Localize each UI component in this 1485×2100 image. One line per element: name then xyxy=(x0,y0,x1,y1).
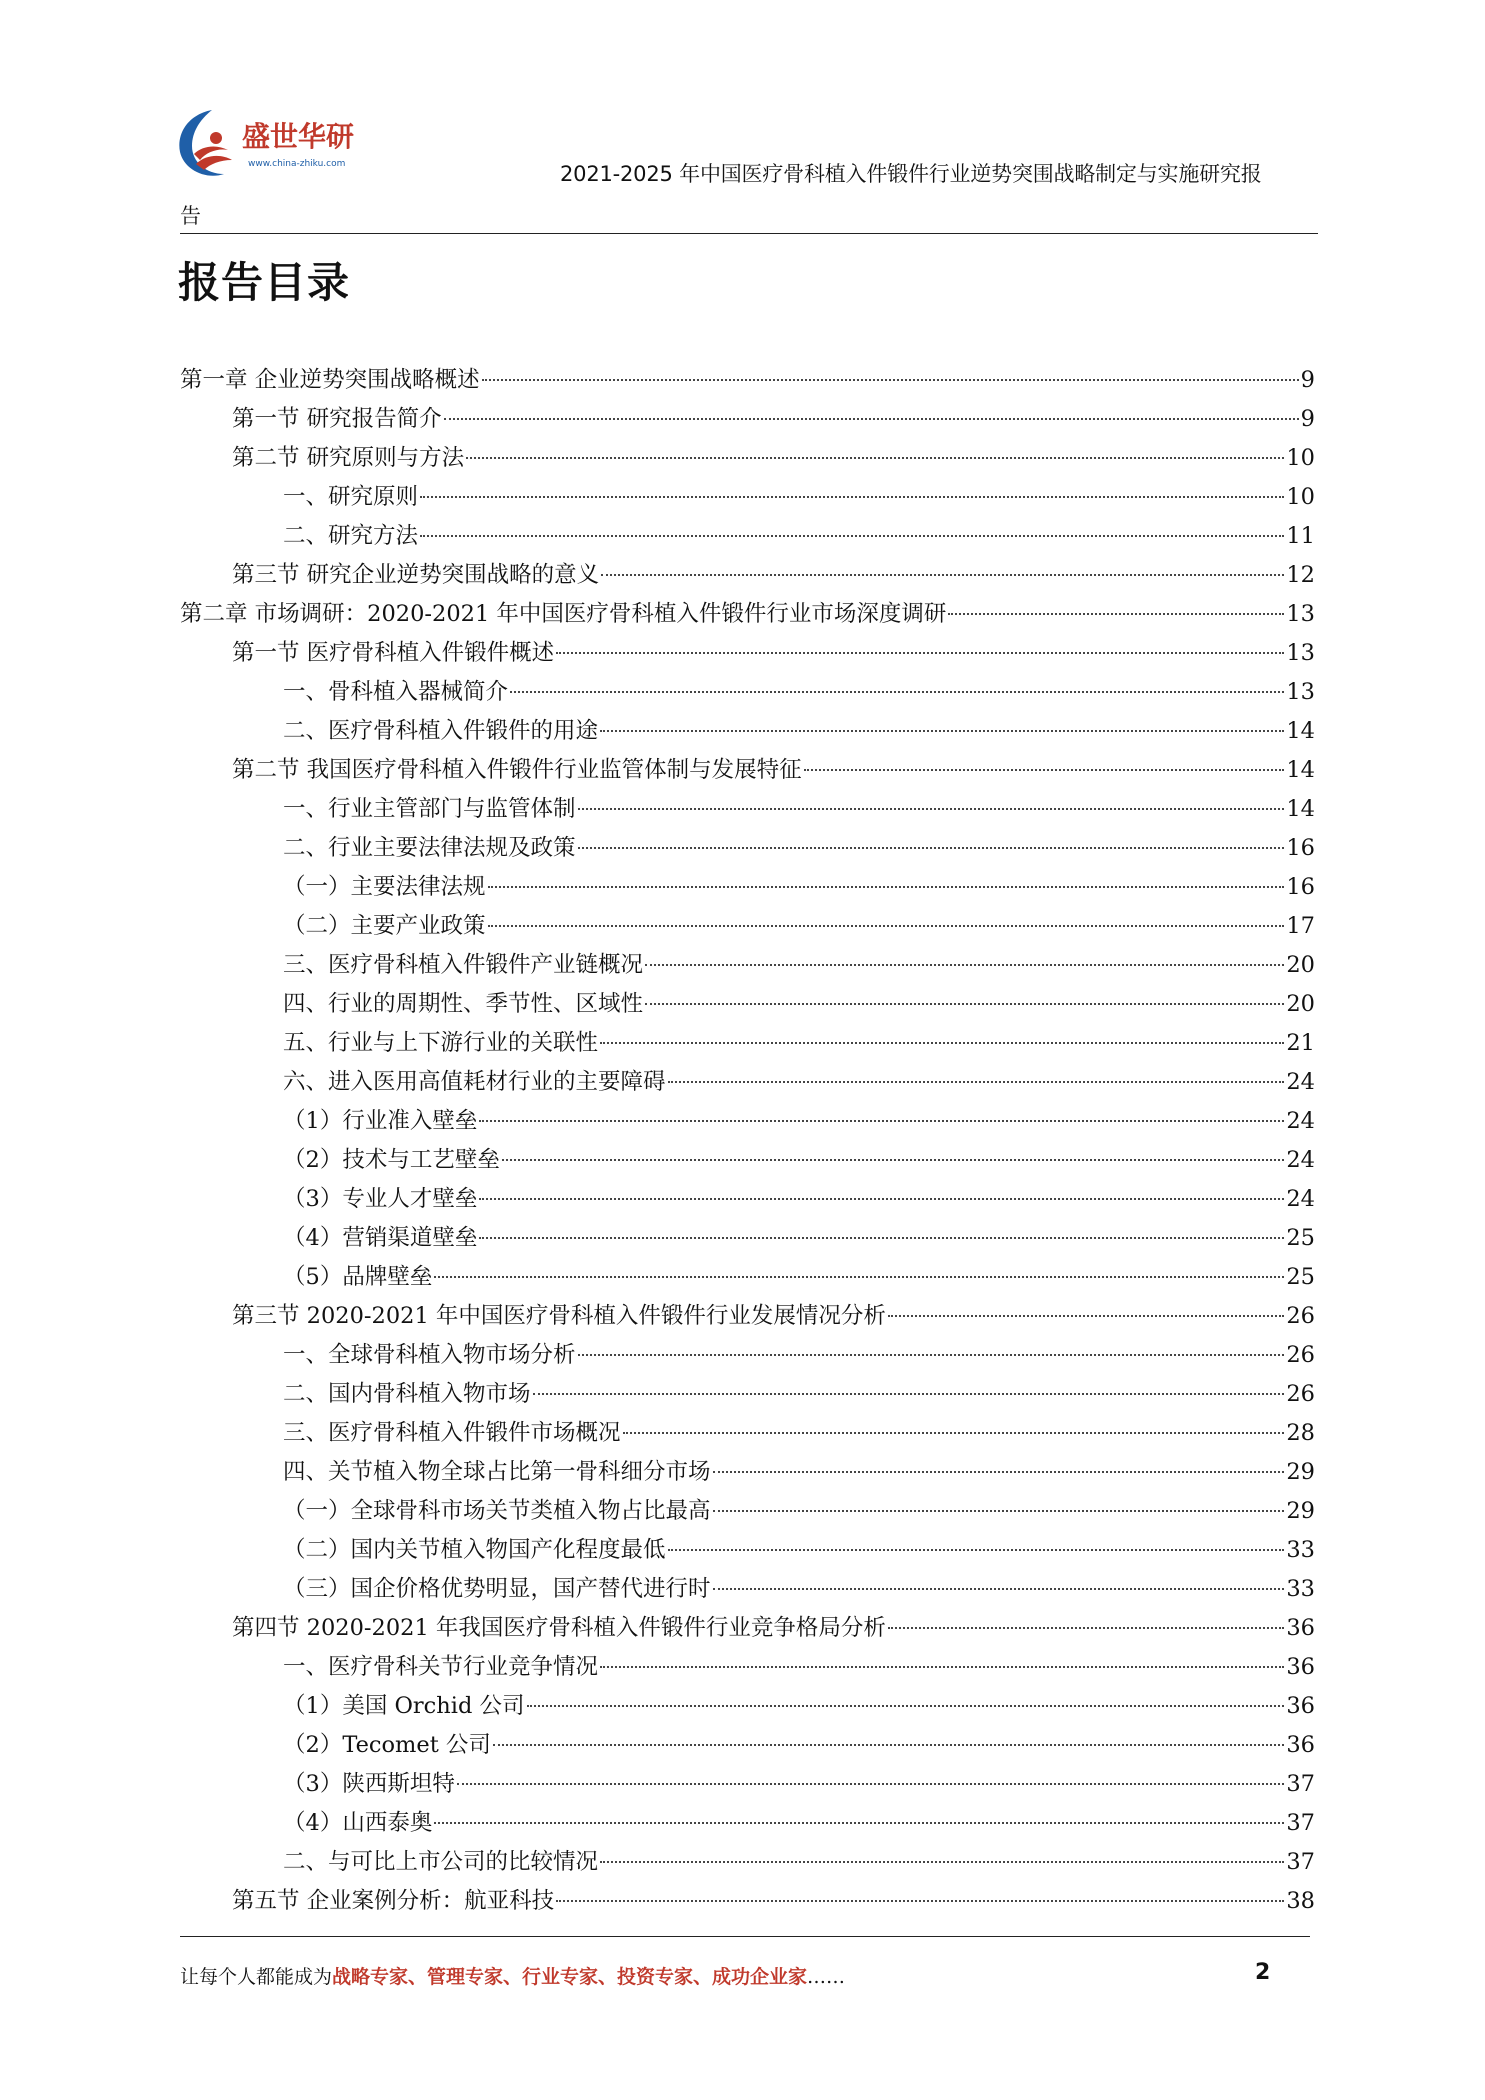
toc-entry[interactable] xyxy=(283,1492,1315,1531)
toc-entry-page: 20 xyxy=(1286,952,1315,978)
toc-heading: 报告目录 xyxy=(178,258,351,307)
footer-divider xyxy=(180,1936,1310,1937)
toc-entry-page: 17 xyxy=(1286,913,1315,939)
toc-entry-page: 16 xyxy=(1286,835,1315,861)
toc-entry-title: 第三节 2020-2021 年中国医疗骨科植入件锻件行业发展情况分析 xyxy=(232,1303,886,1329)
toc-leader-dots xyxy=(668,1549,1285,1551)
toc-entry-title: 四、关节植入物全球占比第一骨科细分市场 xyxy=(283,1459,711,1485)
toc-leader-dots xyxy=(888,1627,1284,1629)
toc-leader-dots xyxy=(457,1783,1285,1785)
company-logo xyxy=(172,104,392,184)
toc-leader-dots xyxy=(488,886,1285,888)
toc-entry-title: （2）技术与工艺壁垒 xyxy=(283,1147,500,1173)
toc-entry-title: 四、行业的周期性、季节性、区域性 xyxy=(283,991,644,1017)
toc-entry-title: 第五节 企业案例分析：航亚科技 xyxy=(232,1888,555,1914)
header-title: 2021-2025 年中国医疗骨科植入件锻件行业逆势突围战略制定与实施研究报 xyxy=(560,162,1262,186)
toc-entry-page: 24 xyxy=(1286,1069,1315,1095)
toc-entry-page: 26 xyxy=(1286,1303,1315,1329)
logo-url: www.china-zhiku.com xyxy=(248,159,346,169)
toc-entry-title: （4）营销渠道壁垒 xyxy=(283,1225,478,1251)
toc-entry[interactable] xyxy=(283,517,1315,556)
toc-entry-title: 一、研究原则 xyxy=(283,484,419,510)
toc-entry-page: 37 xyxy=(1286,1810,1315,1836)
toc-entry-title: 第一节 研究报告简介 xyxy=(232,406,442,432)
toc-entry-title: （1）行业准入壁垒 xyxy=(283,1108,478,1134)
toc-leader-dots xyxy=(444,418,1299,420)
toc-entry-page: 26 xyxy=(1286,1381,1315,1407)
toc-entry-page: 24 xyxy=(1286,1147,1315,1173)
slogan-prefix: 让每个人都能成为 xyxy=(180,1966,333,1988)
toc-leader-dots xyxy=(578,1354,1285,1356)
toc-entry[interactable] xyxy=(232,556,1315,595)
toc-entry-page: 25 xyxy=(1286,1264,1315,1290)
toc-leader-dots xyxy=(420,535,1284,537)
toc-leader-dots xyxy=(601,574,1284,576)
toc-leader-dots xyxy=(578,808,1285,810)
toc-entry-title: （3）专业人才壁垒 xyxy=(283,1186,478,1212)
toc-entry[interactable] xyxy=(283,1258,1315,1297)
toc-entry-title: 一、骨科植入器械简介 xyxy=(283,679,509,705)
toc-entry[interactable] xyxy=(283,1024,1315,1063)
toc-leader-dots xyxy=(645,964,1284,966)
toc-entry-title: 一、医疗骨科关节行业竞争情况 xyxy=(283,1654,599,1680)
toc-entry-page: 20 xyxy=(1286,991,1315,1017)
toc-entry-page: 33 xyxy=(1286,1537,1315,1563)
toc-entry[interactable] xyxy=(232,634,1315,673)
toc-entry[interactable] xyxy=(283,1843,1315,1882)
toc-entry-title: （二）主要产业政策 xyxy=(283,913,486,939)
toc-entry-page: 10 xyxy=(1286,445,1315,471)
toc-entry-title: （一）主要法律法规 xyxy=(283,874,486,900)
toc-entry[interactable] xyxy=(283,1765,1315,1804)
toc-entry[interactable] xyxy=(283,1648,1315,1687)
toc-leader-dots xyxy=(488,925,1285,927)
toc-entry[interactable] xyxy=(283,712,1315,751)
toc-entry[interactable] xyxy=(283,946,1315,985)
toc-entry-title: 二、医疗骨科植入件锻件的用途 xyxy=(283,718,599,744)
toc-entry[interactable] xyxy=(283,1219,1315,1258)
toc-entry[interactable] xyxy=(283,985,1315,1024)
toc-entry[interactable] xyxy=(283,1570,1315,1609)
toc-leader-dots xyxy=(578,847,1285,849)
toc-entry[interactable] xyxy=(283,1141,1315,1180)
toc-leader-dots xyxy=(645,1003,1284,1005)
toc-leader-dots xyxy=(502,1159,1285,1161)
toc-entry[interactable] xyxy=(232,439,1315,478)
toc-leader-dots xyxy=(804,769,1285,771)
toc-entry-title: （三）国企价格优势明显，国产替代进行时 xyxy=(283,1576,711,1602)
toc-entry-title: 第一节 医疗骨科植入件锻件概述 xyxy=(232,640,555,666)
toc-entry-title: 第二节 研究原则与方法 xyxy=(232,445,465,471)
toc-leader-dots xyxy=(434,1822,1284,1824)
toc-entry-page: 37 xyxy=(1286,1771,1315,1797)
toc-leader-dots xyxy=(713,1510,1285,1512)
toc-entry-page: 36 xyxy=(1286,1732,1315,1758)
toc-entry[interactable] xyxy=(283,478,1315,517)
toc-leader-dots xyxy=(888,1315,1284,1317)
toc-entry-title: 一、全球骨科植入物市场分析 xyxy=(283,1342,576,1368)
toc-entry[interactable] xyxy=(232,1609,1315,1648)
toc-entry-title: （1）美国 Orchid 公司 xyxy=(283,1693,525,1719)
toc-entry-title: （5）品牌壁垒 xyxy=(283,1264,433,1290)
toc-entry-title: 二、研究方法 xyxy=(283,523,419,549)
toc-entry-title: 第三节 研究企业逆势突围战略的意义 xyxy=(232,562,600,588)
toc-entry[interactable] xyxy=(232,751,1315,790)
toc-leader-dots xyxy=(668,1081,1285,1083)
toc-entry[interactable] xyxy=(180,361,1315,400)
toc-entry-page: 12 xyxy=(1286,562,1315,588)
toc-entry-title: 一、行业主管部门与监管体制 xyxy=(283,796,576,822)
toc-entry[interactable] xyxy=(232,1297,1315,1336)
toc-entry[interactable] xyxy=(232,1882,1315,1921)
toc-leader-dots xyxy=(482,379,1299,381)
toc-entry-page: 33 xyxy=(1286,1576,1315,1602)
toc-leader-dots xyxy=(948,613,1284,615)
toc-entry-page: 24 xyxy=(1286,1108,1315,1134)
toc-entry-page: 13 xyxy=(1286,601,1315,627)
toc-entry[interactable] xyxy=(283,1687,1315,1726)
toc-entry-page: 29 xyxy=(1286,1498,1315,1524)
toc-leader-dots xyxy=(600,730,1284,732)
toc-entry[interactable] xyxy=(283,1375,1315,1414)
toc-entry[interactable] xyxy=(283,829,1315,868)
header-title-tail: 告 xyxy=(180,204,201,228)
toc-entry[interactable] xyxy=(283,1414,1315,1453)
toc-leader-dots xyxy=(420,496,1284,498)
toc-entry-page: 14 xyxy=(1286,757,1315,783)
toc-leader-dots xyxy=(533,1393,1285,1395)
toc-leader-dots xyxy=(600,1861,1284,1863)
toc-leader-dots xyxy=(434,1276,1284,1278)
toc-entry[interactable] xyxy=(283,868,1315,907)
toc-entry-page: 28 xyxy=(1286,1420,1315,1446)
toc-entry-page: 36 xyxy=(1286,1654,1315,1680)
toc-entry[interactable] xyxy=(283,1726,1315,1765)
toc-entry-title: （二）国内关节植入物国产化程度最低 xyxy=(283,1537,666,1563)
toc-entry[interactable] xyxy=(283,790,1315,829)
toc-entry-page: 16 xyxy=(1286,874,1315,900)
logo-text: 盛世华研 xyxy=(242,120,355,153)
toc-leader-dots xyxy=(527,1705,1285,1707)
toc-entry-page: 36 xyxy=(1286,1615,1315,1641)
toc-entry-page: 26 xyxy=(1286,1342,1315,1368)
slogan-suffix: …… xyxy=(807,1966,846,1988)
toc-entry[interactable] xyxy=(283,1804,1315,1843)
toc-entry-page: 29 xyxy=(1286,1459,1315,1485)
toc-entry-page: 14 xyxy=(1286,796,1315,822)
toc-entry[interactable] xyxy=(283,673,1315,712)
toc-entry[interactable] xyxy=(283,1531,1315,1570)
toc-leader-dots xyxy=(623,1432,1285,1434)
toc-entry-title: 五、行业与上下游行业的关联性 xyxy=(283,1030,599,1056)
toc-leader-dots xyxy=(510,691,1284,693)
toc-entry-title: 三、医疗骨科植入件锻件产业链概况 xyxy=(283,952,644,978)
toc-entry-title: （3）陕西斯坦特 xyxy=(283,1771,455,1797)
toc-entry-title: 第一章 企业逆势突围战略概述 xyxy=(180,367,480,393)
toc-leader-dots xyxy=(713,1588,1285,1590)
slogan-highlight: 战略专家、管理专家、行业专家、投资专家、成功企业家 xyxy=(332,1966,808,1988)
header-divider xyxy=(180,233,1318,234)
toc-entry-title: 三、医疗骨科植入件锻件市场概况 xyxy=(283,1420,621,1446)
toc-leader-dots xyxy=(466,457,1284,459)
toc-entry-title: （一）全球骨科市场关节类植入物占比最高 xyxy=(283,1498,711,1524)
toc-entry[interactable] xyxy=(232,400,1315,439)
toc-entry-title: 二、国内骨科植入物市场 xyxy=(283,1381,531,1407)
toc-entry[interactable] xyxy=(283,1063,1315,1102)
toc-entry-title: 二、与可比上市公司的比较情况 xyxy=(283,1849,599,1875)
page-number: 2 xyxy=(1255,1960,1271,1985)
toc-leader-dots xyxy=(600,1042,1284,1044)
toc-entry-page: 14 xyxy=(1286,718,1315,744)
toc-entry-page: 11 xyxy=(1286,523,1315,549)
toc-entry[interactable] xyxy=(283,1453,1315,1492)
toc-entry[interactable] xyxy=(180,595,1315,634)
toc-leader-dots xyxy=(600,1666,1284,1668)
toc-entry[interactable] xyxy=(283,1180,1315,1219)
toc-entry-page: 25 xyxy=(1286,1225,1315,1251)
toc-leader-dots xyxy=(479,1198,1284,1200)
toc-leader-dots xyxy=(479,1120,1284,1122)
toc-leader-dots xyxy=(713,1471,1285,1473)
toc-entry-title: （2）Tecomet 公司 xyxy=(283,1732,491,1758)
toc-entry[interactable] xyxy=(283,1102,1315,1141)
toc-entry-page: 9 xyxy=(1300,406,1315,432)
toc-entry-page: 13 xyxy=(1286,640,1315,666)
toc-entry-page: 38 xyxy=(1286,1888,1315,1914)
toc-entry-title: 第四节 2020-2021 年我国医疗骨科植入件锻件行业竞争格局分析 xyxy=(232,1615,886,1641)
toc-entry-page: 37 xyxy=(1286,1849,1315,1875)
toc-entry-page: 21 xyxy=(1286,1030,1315,1056)
toc-entry-title: 第二节 我国医疗骨科植入件锻件行业监管体制与发展特征 xyxy=(232,757,802,783)
toc-entry-page: 10 xyxy=(1286,484,1315,510)
footer-slogan xyxy=(180,1962,845,1989)
toc-entry-page: 13 xyxy=(1286,679,1315,705)
toc-leader-dots xyxy=(556,1900,1284,1902)
toc-entry-title: （4）山西泰奥 xyxy=(283,1810,433,1836)
toc-entry[interactable] xyxy=(283,1336,1315,1375)
toc-leader-dots xyxy=(479,1237,1284,1239)
toc-entry-page: 24 xyxy=(1286,1186,1315,1212)
toc-entry-title: 二、行业主要法律法规及政策 xyxy=(283,835,576,861)
toc-entry[interactable] xyxy=(283,907,1315,946)
toc-entry-page: 36 xyxy=(1286,1693,1315,1719)
toc-leader-dots xyxy=(556,652,1284,654)
toc-entry-page: 9 xyxy=(1300,367,1315,393)
toc-leader-dots xyxy=(493,1744,1284,1746)
toc-entry-title: 六、进入医用高值耗材行业的主要障碍 xyxy=(283,1069,666,1095)
toc-entry-title: 第二章 市场调研：2020-2021 年中国医疗骨科植入件锻件行业市场深度调研 xyxy=(180,601,947,627)
